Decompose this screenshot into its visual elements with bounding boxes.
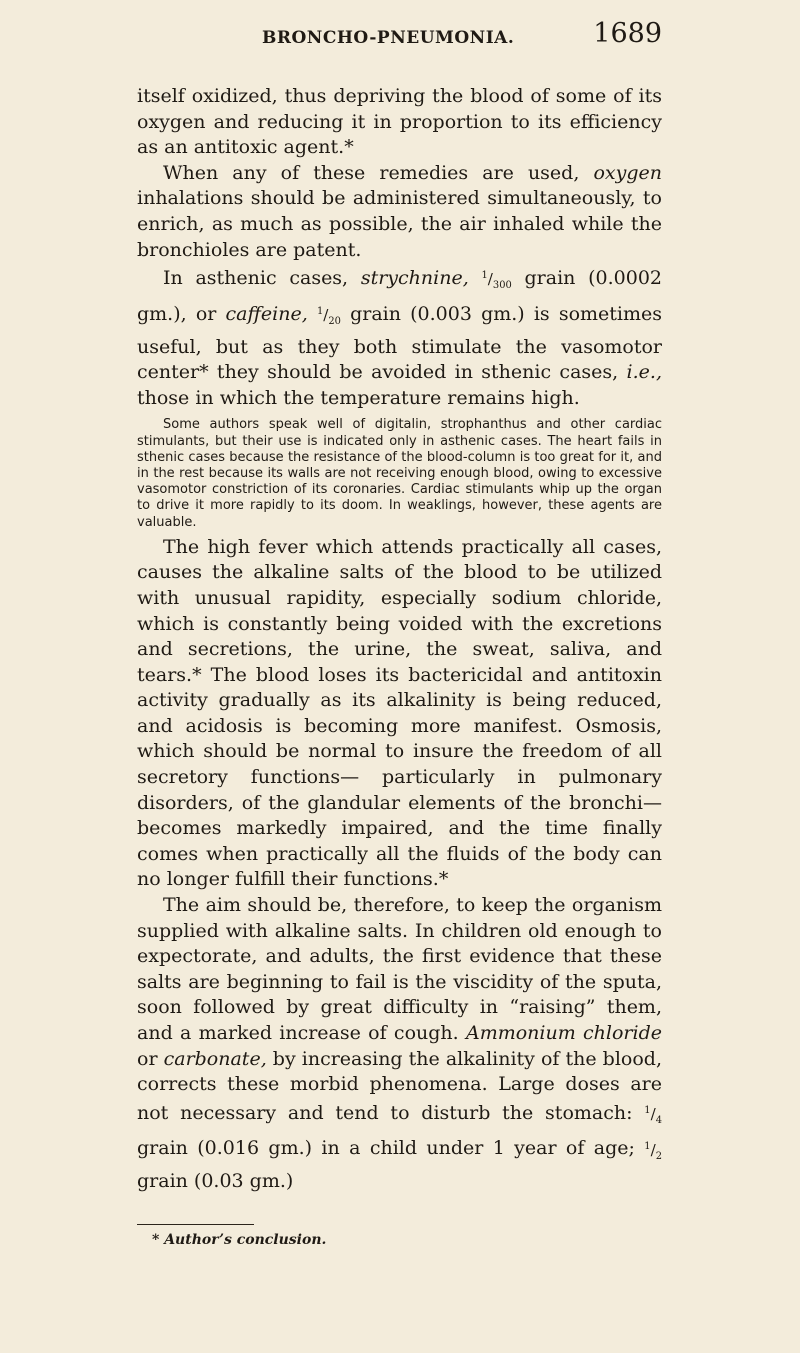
emphasis-ammonium-chloride: Ammonium chloride <box>465 1022 662 1045</box>
fraction-numerator: 1 <box>481 270 488 282</box>
page-number: 1689 <box>593 18 662 49</box>
fraction-numerator: 1 <box>644 1104 651 1116</box>
fraction-caffeine-dose: $^1/_{20}$ <box>316 305 341 327</box>
paragraph-text: or <box>137 1047 164 1070</box>
fraction-quarter-grain: $^1/_4$ <box>644 1104 662 1126</box>
main-text <box>137 84 662 1195</box>
paragraph-text: grain (0.0002 gm.), or <box>137 267 662 325</box>
paragraph-alkaline-salts <box>137 893 662 1195</box>
paragraph-asthenic <box>137 263 662 411</box>
fraction-denominator: 20 <box>328 315 341 327</box>
emphasis-strychnine: strychnine, <box>360 267 469 290</box>
emphasis-ie: i.e., <box>626 361 662 384</box>
fraction-denominator: 4 <box>655 1114 662 1126</box>
paragraph-oxidized <box>137 84 662 161</box>
fraction-denominator: 2 <box>655 1150 662 1162</box>
paragraph-text: grain (0.003 gm.) is sometimes useful, but as they both stimulate the vasomotor center* they should be avoided in sthenic cases, <box>137 302 662 384</box>
emphasis-carbonate: carbonate, <box>163 1047 267 1070</box>
fraction-strychnine-dose: $^1/_{300}$ <box>481 270 512 292</box>
fraction-numerator: 1 <box>644 1140 651 1152</box>
paragraph-oxygen <box>137 161 662 263</box>
paragraph-text: Some authors speak well of digitalin, strophanthus and other cardiac stimulants, but their use is indicated only in asthenic cases. The heart fails in sthenic cases because the resistance of the blood-column is too great for it, and in the rest because its walls are not receiving enough blood, owing to excessive vasomotor constriction of its coronaries. Cardiac stimulants whip up the organ to drive it more rapidly to its doom. In weaklings, however, these agents are valuable. <box>137 417 662 530</box>
paragraph-text: itself oxidized, thus depriving the blood of some of its oxygen and reducing it in proportion to its efficiency as an antitoxic agent.* <box>137 85 662 159</box>
fraction-half-grain: $^1/_2$ <box>644 1140 662 1162</box>
paragraph-text: The high fever which attends practically all cases, causes the alkaline salts of the blood to be utilized with unusual rapidity, especially sodium chloride, which is constantly being voided with the excretions and secretions, the urine, the sweat, saliva, and tears.* The blood loses its bactericidal and antitoxin activity gradually as its alkalinity is being reduced, and acidosis is becoming more manifest. Osmosis, which should be normal to insure the freedom of all secretory functions— particularly in pulmonary disorders, of the glandular elements of the bronchi—becomes markedly impaired, and the time finally comes when practically all the fluids of the body can no longer fulfill their functions.* <box>137 535 662 891</box>
fraction-numerator: 1 <box>316 305 324 317</box>
emphasis-caffeine: caffeine, <box>225 302 308 325</box>
paragraph-text: by increasing the alkalinity of the blood, corrects these morbid phenomena. Large doses are not necessary and tend to disturb the stomach: <box>137 1047 662 1124</box>
paragraph-text: grain (0.016 gm.) in a child under 1 year of age; <box>137 1137 645 1160</box>
paragraph-text: those in which the temperature remains high. <box>137 386 580 409</box>
footnote: * Author’s conclusion. <box>152 1232 327 1248</box>
paragraph-text: inhalations should be administered simultaneously, to enrich, as much as possible, the air inhaled while the bronchioles are patent. <box>137 187 662 261</box>
paragraph-text: In asthenic cases, <box>163 267 361 290</box>
running-head <box>0 18 800 58</box>
running-title: BRONCHO-PNEUMONIA. <box>262 28 515 48</box>
emphasis-oxygen: oxygen <box>593 161 662 184</box>
paragraph-text: When any of these remedies are used, <box>163 161 594 184</box>
paragraph-small-print-cardiac <box>137 417 662 530</box>
paragraph-text: The aim should be, therefore, to keep the organism supplied with alkaline salts. In children old enough to expectorate, and adults, the first evidence that these salts are beginning to fail is the viscidity of the sputa, soon followed by great difficulty in “raising” them, and a marked increase of cough. <box>137 894 662 1045</box>
paragraph-text: grain (0.03 gm.) <box>137 1170 294 1193</box>
footnote-divider <box>137 1224 254 1225</box>
fraction-denominator: 300 <box>492 280 512 292</box>
paragraph-high-fever <box>137 535 662 893</box>
